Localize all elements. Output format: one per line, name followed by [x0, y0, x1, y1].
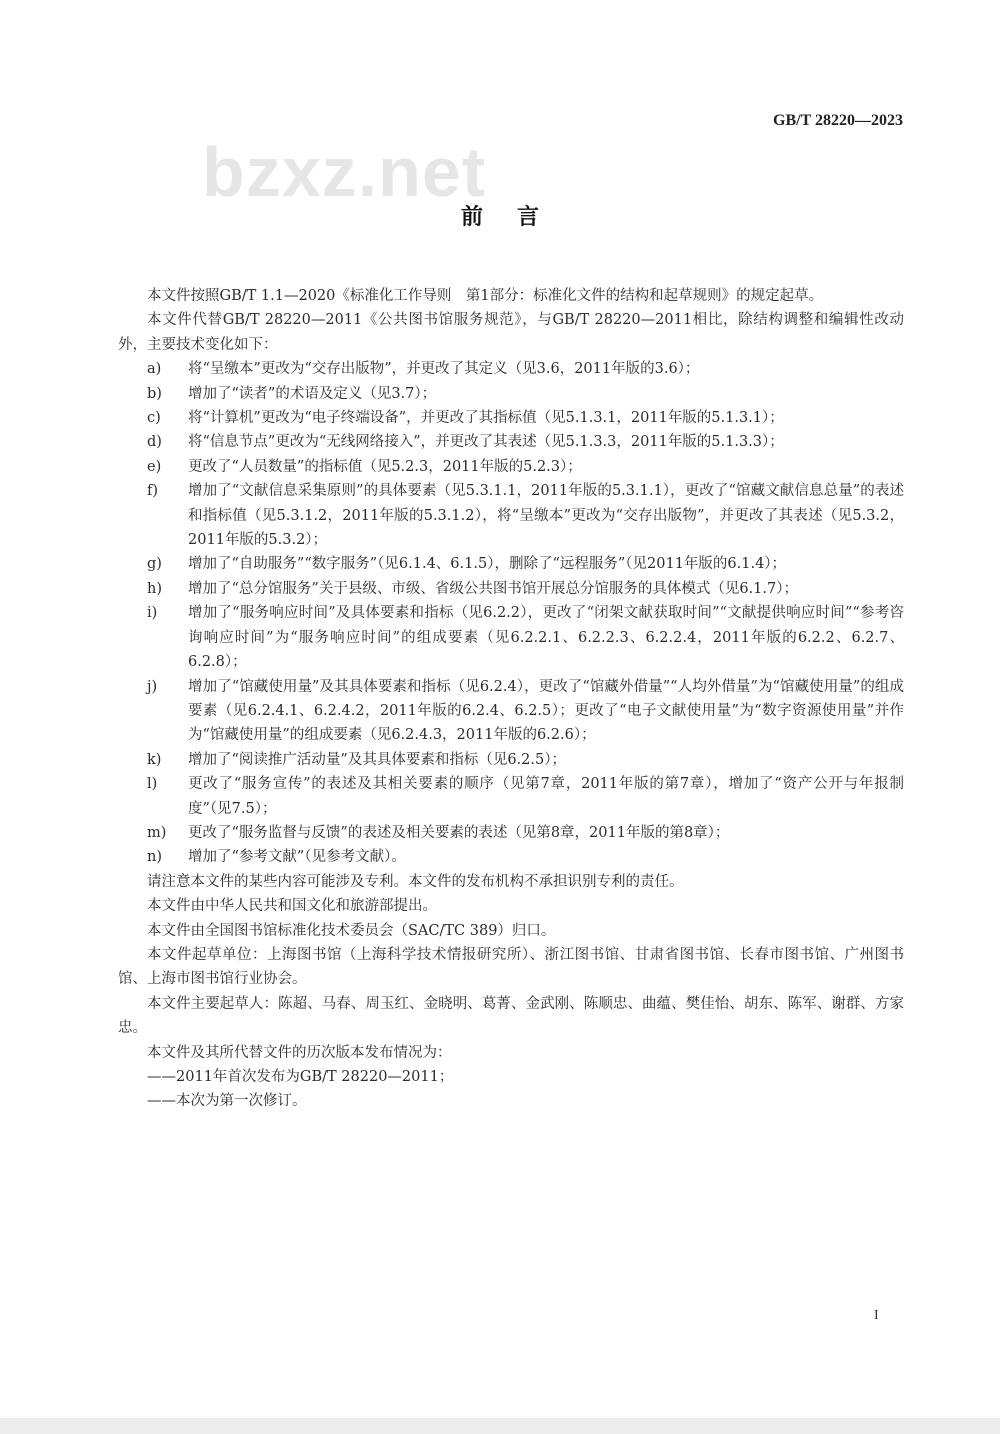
paragraph-drafting-units: 本文件起草单位：上海图书馆（上海科学技术情报研究所）、浙江图书馆、甘肃省图书馆、长春市图书馆、广州图书馆、上海市图书馆行业协会。 [118, 946, 904, 988]
page-number: I [874, 1308, 879, 1323]
change-item-label: b) [147, 385, 162, 402]
change-item-text: 更改了“人员数量”的指标值（见5.2.3，2011年版的5.2.3）； [188, 458, 582, 475]
change-item-label: h) [147, 580, 162, 597]
paragraph-patent: 请注意本文件的某些内容可能涉及专利。本文件的发布机构不承担识别专利的责任。 [147, 873, 684, 890]
change-item-label: d) [147, 434, 162, 451]
change-item [118, 406, 904, 430]
change-item [118, 455, 904, 479]
watermark: bzxz.net [202, 133, 487, 211]
change-item-label: l) [147, 776, 158, 793]
change-item [118, 552, 904, 576]
viewer-bottom-bar [0, 1418, 1000, 1434]
change-item-label: k) [147, 751, 162, 768]
change-item-text: 增加了“自助服务”“数字服务”（见6.1.4、6.1.5），删除了“远程服务”（见2011年版的6.1.4）； [188, 556, 787, 573]
change-item-label: a) [147, 361, 162, 378]
change-item [118, 772, 904, 821]
change-item-text: 增加了“总分馆服务”关于县级、市级、省级公共图书馆开展总分馆服务的具体模式（见6.1.7）； [188, 580, 798, 597]
change-item [118, 748, 904, 772]
change-item [118, 675, 904, 748]
paragraph-history-intro: 本文件及其所代替文件的历次版本发布情况为： [147, 1044, 452, 1061]
change-item-label: i) [147, 605, 158, 622]
paragraph-committee: 本文件由全国图书馆标准化技术委员会（SAC/TC 389）归口。 [147, 922, 556, 939]
change-item-text: 增加了“参考文献”（见参考文献）。 [188, 849, 406, 866]
change-item-text: 增加了“读者”的术语及定义（见3.7）； [188, 385, 437, 402]
body-text [118, 284, 904, 1114]
change-item-text: 将“计算机”更改为“电子终端设备”，并更改了其指标值（见5.1.3.1，2011年版的5.1.3.1）； [188, 410, 784, 427]
change-item-text: 将“信息节点”更改为“无线网络接入”，并更改了其表述（见5.1.3.3，2011年版的5.1.3.3）； [188, 434, 784, 451]
change-item [118, 845, 904, 869]
change-item-label: e) [147, 458, 162, 475]
paragraph-drafting-rules: 本文件按照GB/T 1.1—2020《标准化工作导则 第1部分：标准化文件的结构和起草规则》的规定起草。 [147, 288, 824, 304]
change-item [118, 577, 904, 601]
change-item-label: c) [147, 410, 161, 427]
change-item-label: j) [147, 678, 158, 695]
change-item-label: m) [147, 824, 167, 841]
standard-code: GB/T 28220—2023 [773, 112, 903, 129]
change-item-label: f) [147, 483, 159, 500]
change-item [118, 601, 904, 674]
change-item-text: 更改了“服务宣传”的表述及其相关要素的顺序（见第7章，2011年版的第7章），增加了“资产公开与年报制度”（见7.5）； [188, 776, 904, 817]
change-item-label: g) [147, 556, 162, 573]
change-item-text: 增加了“文献信息采集原则”的具体要素（见5.3.1.1，2011年版的5.3.1.1），更改了“馆藏文献信息总量”的表述和指标值（见5.3.1.2，2011年版的5.3.1.2），将“呈缴本”更改为“交存出版物”，并更改了其表述（见5.3.2，2011年版的5.3.2）； [188, 483, 904, 549]
history-item: ——本次为第一次修订。 [147, 1093, 307, 1110]
change-item-text: 增加了“服务响应时间”及具体要素和指标（见6.2.2），更改了“闭架文献获取时间”“文献提供响应时间”“参考咨询响应时间”为“服务响应时间”的组成要素（见6.2.2.1、6.2.2.3、6.2.2.4，2011年版的6.2.2、6.2.7、6.2.8）； [188, 605, 904, 671]
page-title: 前言 [460, 205, 573, 230]
changes-list [118, 357, 904, 870]
change-item-label: n) [147, 849, 162, 866]
change-item-text: 增加了“阅读推广活动量”及其具体要素和指标（见6.2.5）； [188, 751, 566, 768]
paragraph-replaces: 本文件代替GB/T 28220—2011《公共图书馆服务规范》，与GB/T 28220—2011相比，除结构调整和编辑性改动外，主要技术变化如下： [118, 312, 904, 353]
change-item [118, 382, 904, 406]
change-item [118, 357, 904, 381]
paragraph-drafters: 本文件主要起草人：陈超、马春、周玉红、金晓明、葛菁、金武刚、陈顺忠、曲蕴、樊佳怡、胡东、陈军、谢群、方家忠。 [118, 995, 904, 1037]
change-item-text: 将“呈缴本”更改为“交存出版物”，并更改了其定义（见3.6，2011年版的3.6）； [188, 361, 700, 378]
change-item-text: 增加了“馆藏使用量”及其具体要素和指标（见6.2.4），更改了“馆藏外借量”“人均外借量”为“馆藏使用量”的组成要素（见6.2.4.1、6.2.4.2，2011年版的6.2.4、6.2.5）；更改了“电子文献使用量”为“数字资源使用量”并作为“馆藏使用量”的组成要素（见6.2.4.3，2011年版的6.2.6）； [188, 678, 904, 744]
change-item [118, 430, 904, 454]
history-item: ——2011年首次发布为GB/T 28220—2011； [147, 1069, 454, 1085]
paragraph-proposer: 本文件由中华人民共和国文化和旅游部提出。 [147, 898, 437, 915]
change-item [118, 821, 904, 845]
change-item [118, 479, 904, 552]
change-item-text: 更改了“服务监督与反馈”的表述及相关要素的表述（见第8章，2011年版的第8章）； [188, 824, 730, 841]
